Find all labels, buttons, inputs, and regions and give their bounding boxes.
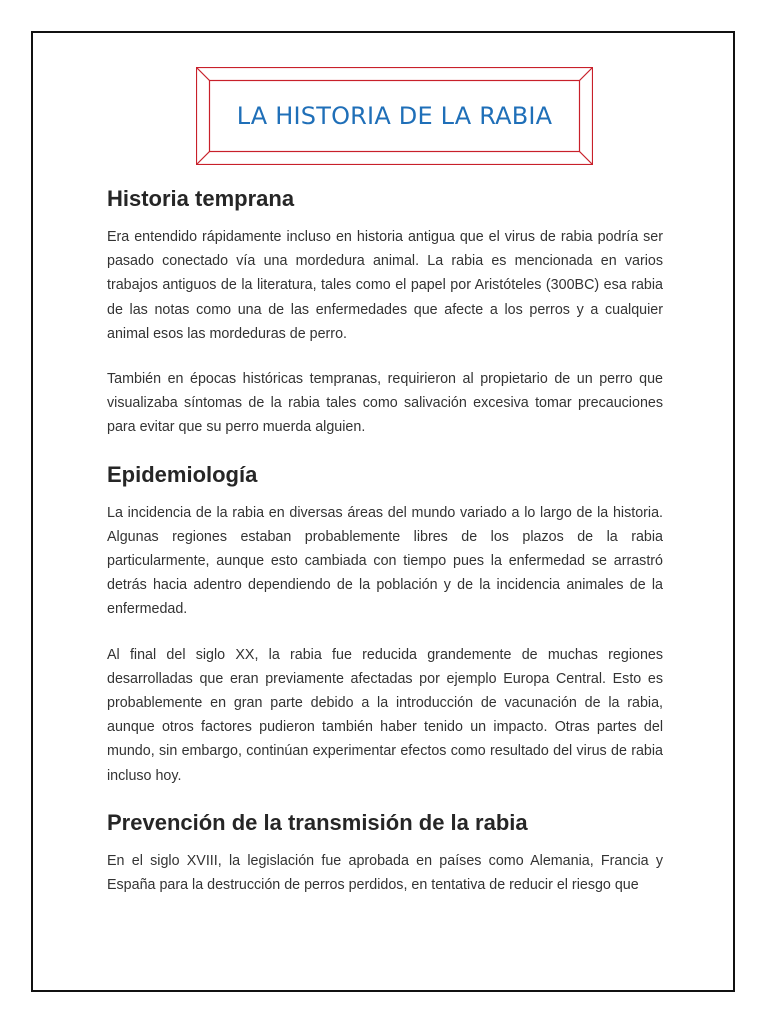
paragraph: En el siglo XVIII, la legislación fue aprobada en países como Alemania, Francia y España para la destrucción de perros perdidos, en tentativa de reducir el riesgo que xyxy=(107,852,663,894)
paragraph: Era entendido rápidamente incluso en historia antigua que el virus de rabia podría ser pasado conectado vía una mordedura animal. La rabia es mencionada en varios trabajos antiguos de la literatura, tales como el papel por Aristóteles (300BC) esa rabia de las notas como una de las enfermedades que afecte a los perros y a cualquier animal esos las mordeduras de perro. xyxy=(107,229,663,342)
section-heading: Epidemiología xyxy=(107,461,258,487)
paragraph: La incidencia de la rabia en diversas áreas del mundo variado a lo largo de la historia. Algunas regiones estaban probablemente libres de los plazos de la rabia particularmente, aunque esto cambiada con tiempo pues la enfermedad se arrastró detrás hacia adentro dependiendo de la población y de la incidencia animales de la enfermedad. xyxy=(107,504,663,618)
section-prevencion xyxy=(107,809,663,897)
document-page xyxy=(31,31,735,992)
section-epidemiologia xyxy=(107,461,663,788)
paragraph: Al final del siglo XX, la rabia fue reducida grandemente de muchas regiones desarrolladas que eran previamente afectadas por ejemplo Europa Central. Esto es probablemente en gran parte debido a la introducción de vacunación de la rabia, aunque otros factores pudieron también haber tenido un impacto. Otras partes del mundo, sin embargo, continúan experimentar efectos como resultado del virus de rabia incluso hoy. xyxy=(107,646,663,784)
document-title: LA HISTORIA DE LA RABIA xyxy=(236,102,553,130)
document-body xyxy=(107,185,663,918)
section-historia-temprana xyxy=(107,185,663,440)
section-heading: Prevención de la transmisión de la rabia xyxy=(107,809,528,835)
section-heading: Historia temprana xyxy=(107,186,295,211)
paragraph: También en épocas históricas tempranas, requirieron al propietario de un perro que visualizaba síntomas de la rabia tales como salivación excesiva tomar precauciones para evitar que su perro muerda alguien. xyxy=(107,371,663,436)
title-frame xyxy=(196,67,593,165)
